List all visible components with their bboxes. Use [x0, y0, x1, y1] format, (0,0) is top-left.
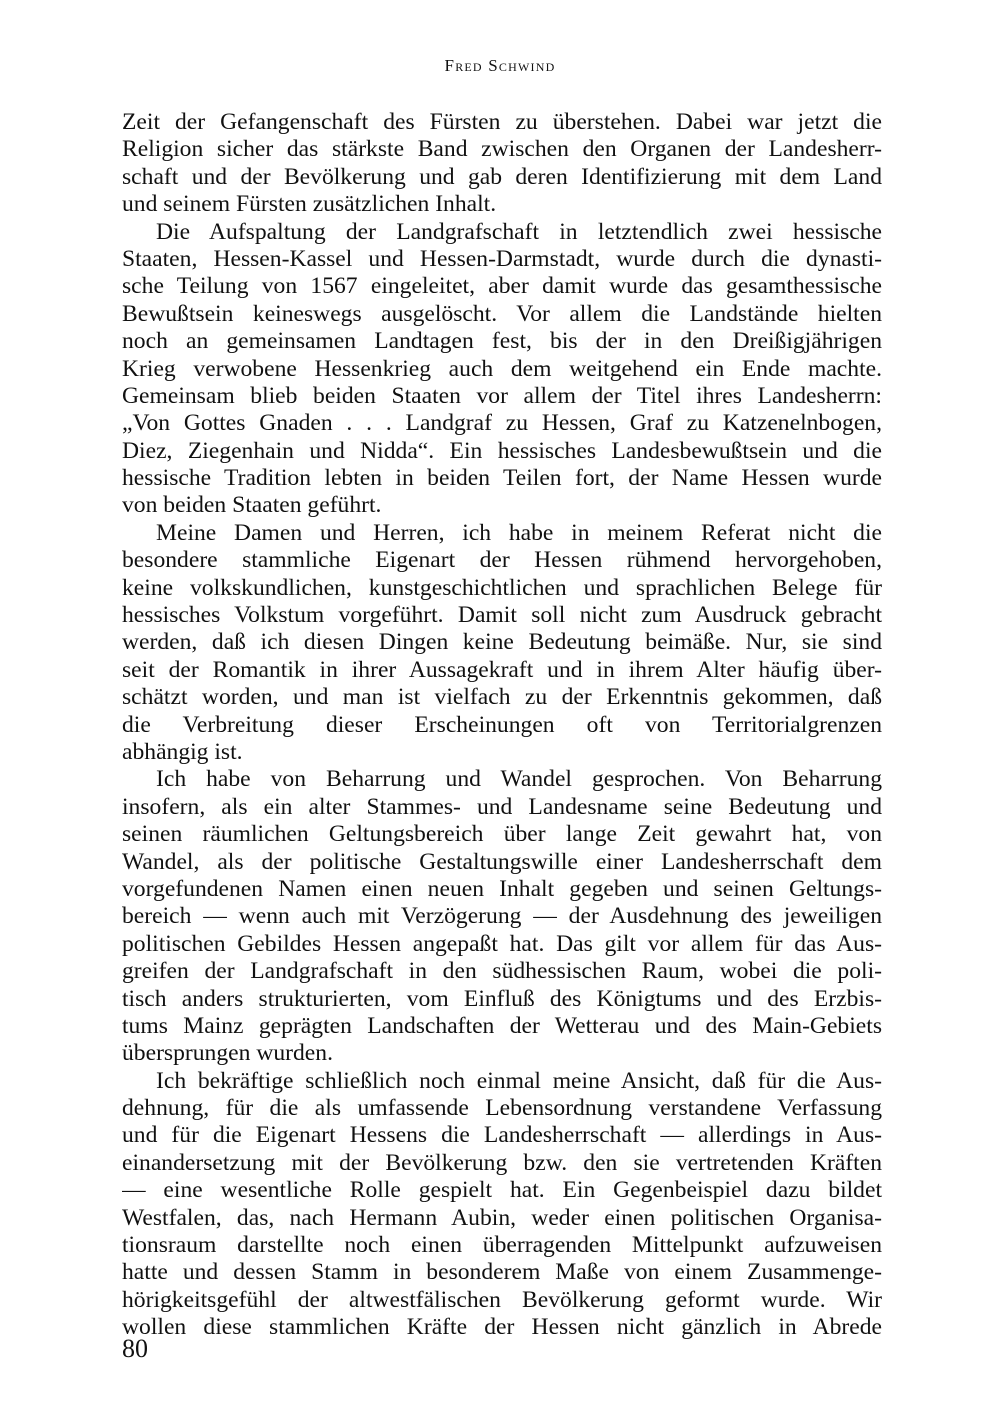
text-line: und seinem Fürsten zusätzlichen Inhalt. [122, 191, 497, 218]
text-line: Ich bekräftige schließlich noch einmal meine Ansicht, daß für die Aus- [156, 1067, 882, 1094]
text-line: „Von Gottes Gnaden . . . Landgraf zu Hessen, Graf zu Katzenelnbogen, [122, 410, 882, 437]
text-line: einandersetzung mit der Bevölkerung bzw. den sie vertretenden Kräften [122, 1149, 882, 1176]
paragraph [122, 1068, 882, 1342]
text-line: abhängig ist. [122, 738, 243, 765]
text-line: Wandel, als der politische Gestaltungswille einer Landesherrschaft dem [122, 848, 882, 875]
text-line: Westfalen, das, nach Hermann Aubin, weder einen politischen Organisa- [122, 1204, 882, 1231]
text-line: hessische Tradition lebten in beiden Teilen fort, der Name Hessen wurde [122, 465, 882, 492]
text-line: seinen räumlichen Geltungsbereich über lange Zeit gewahrt hat, von [122, 821, 882, 848]
paragraph [122, 766, 882, 1067]
running-head: Fred Schwind [444, 56, 556, 75]
text-line: politischen Gebildes Hessen angepaßt hat. Das gilt vor allem für das Aus- [122, 930, 882, 957]
text-line: tionsraum darstellte noch einen überragenden Mittelpunkt aufzuweisen [122, 1232, 882, 1259]
text-line: — eine wesentliche Rolle gespielt hat. Ein Gegenbeispiel dazu bildet [122, 1177, 882, 1204]
text-line: Krieg verwobene Hessenkrieg auch dem weitgehend ein Ende machte. [122, 355, 882, 382]
text-line: werden, daß ich diesen Dingen keine Bedeutung beimäße. Nur, sie sind [122, 629, 882, 656]
text-line: Bewußtsein keineswegs ausgelöscht. Vor allem die Landstände hielten [122, 300, 882, 327]
paragraph [122, 109, 882, 219]
text-line: Meine Damen und Herren, ich habe in meinem Referat nicht die [156, 519, 882, 546]
body-text [122, 109, 882, 1342]
paragraph [122, 219, 882, 520]
text-line: sche Teilung von 1567 eingeleitet, aber damit wurde das gesamthessische [122, 273, 882, 300]
page-number: 80 [122, 1334, 148, 1363]
text-line: hatte und dessen Stamm in besonderem Maße von einem Zusammenge- [122, 1259, 882, 1286]
text-line: seit der Romantik in ihrer Aussagekraft und in ihrem Alter häufig über- [122, 656, 882, 683]
paragraph [122, 520, 882, 767]
text-line: und für die Eigenart Hessens die Landesherrschaft — allerdings in Aus- [122, 1122, 882, 1149]
text-line: besondere stammliche Eigenart der Hessen rühmend hervorgehoben, [122, 547, 882, 574]
text-line: Religion sicher das stärkste Band zwischen den Organen der Landesherr- [122, 136, 882, 163]
text-line: Die Aufspaltung der Landgrafschaft in letztendlich zwei hessische [156, 218, 882, 245]
text-line: bereich — wenn auch mit Verzögerung — der Ausdehnung des jeweiligen [122, 903, 882, 930]
text-line: schaft und der Bevölkerung und gab deren Identifizierung mit dem Land [122, 163, 882, 190]
text-line: wollen diese stammlichen Kräfte der Hessen nicht gänzlich in Abrede [122, 1314, 882, 1341]
text-line: noch an gemeinsamen Landtagen fest, bis der in den Dreißigjährigen [122, 328, 882, 355]
text-line: Staaten, Hessen-Kassel und Hessen-Darmstadt, wurde durch die dynasti- [122, 245, 882, 272]
text-line: Diez, Ziegenhain und Nidda“. Ein hessisches Landesbewußtsein und die [122, 437, 882, 464]
text-line: tums Mainz geprägten Landschaften der Wetterau und des Main-Gebiets [122, 1012, 882, 1039]
text-line: insofern, als ein alter Stammes- und Landesname seine Bedeutung und [122, 793, 882, 820]
text-line: hörigkeitsgefühl der altwestfälischen Bevölkerung geformt wurde. Wir [122, 1286, 882, 1313]
text-line: die Verbreitung dieser Erscheinungen oft von Territorialgrenzen [122, 711, 882, 738]
text-line: keine volkskundlichen, kunstgeschichtlichen und sprachlichen Belege für [122, 574, 882, 601]
text-line: übersprungen wurden. [122, 1040, 333, 1067]
text-line: hessisches Volkstum vorgeführt. Damit soll nicht zum Ausdruck gebracht [122, 602, 882, 629]
text-line: dehnung, für die als umfassende Lebensordnung verstandene Verfassung [122, 1095, 882, 1122]
text-line: tisch anders strukturierten, vom Einfluß des Königtums und des Erzbis- [122, 985, 882, 1012]
text-line: Gemeinsam blieb beiden Staaten vor allem der Titel ihres Landesherrn: [122, 382, 882, 409]
text-line: Ich habe von Beharrung und Wandel gesprochen. Von Beharrung [156, 766, 882, 793]
text-line: Zeit der Gefangenschaft des Fürsten zu überstehen. Dabei war jetzt die [122, 109, 882, 135]
text-line: schätzt worden, und man ist vielfach zu der Erkenntnis gekommen, daß [122, 684, 882, 711]
text-line: vorgefundenen Namen einen neuen Inhalt gegeben und seinen Geltungs- [122, 875, 882, 902]
text-line: von beiden Staaten geführt. [122, 492, 382, 519]
text-line: greifen der Landgrafschaft in den südhessischen Raum, wobei die poli- [122, 958, 882, 985]
